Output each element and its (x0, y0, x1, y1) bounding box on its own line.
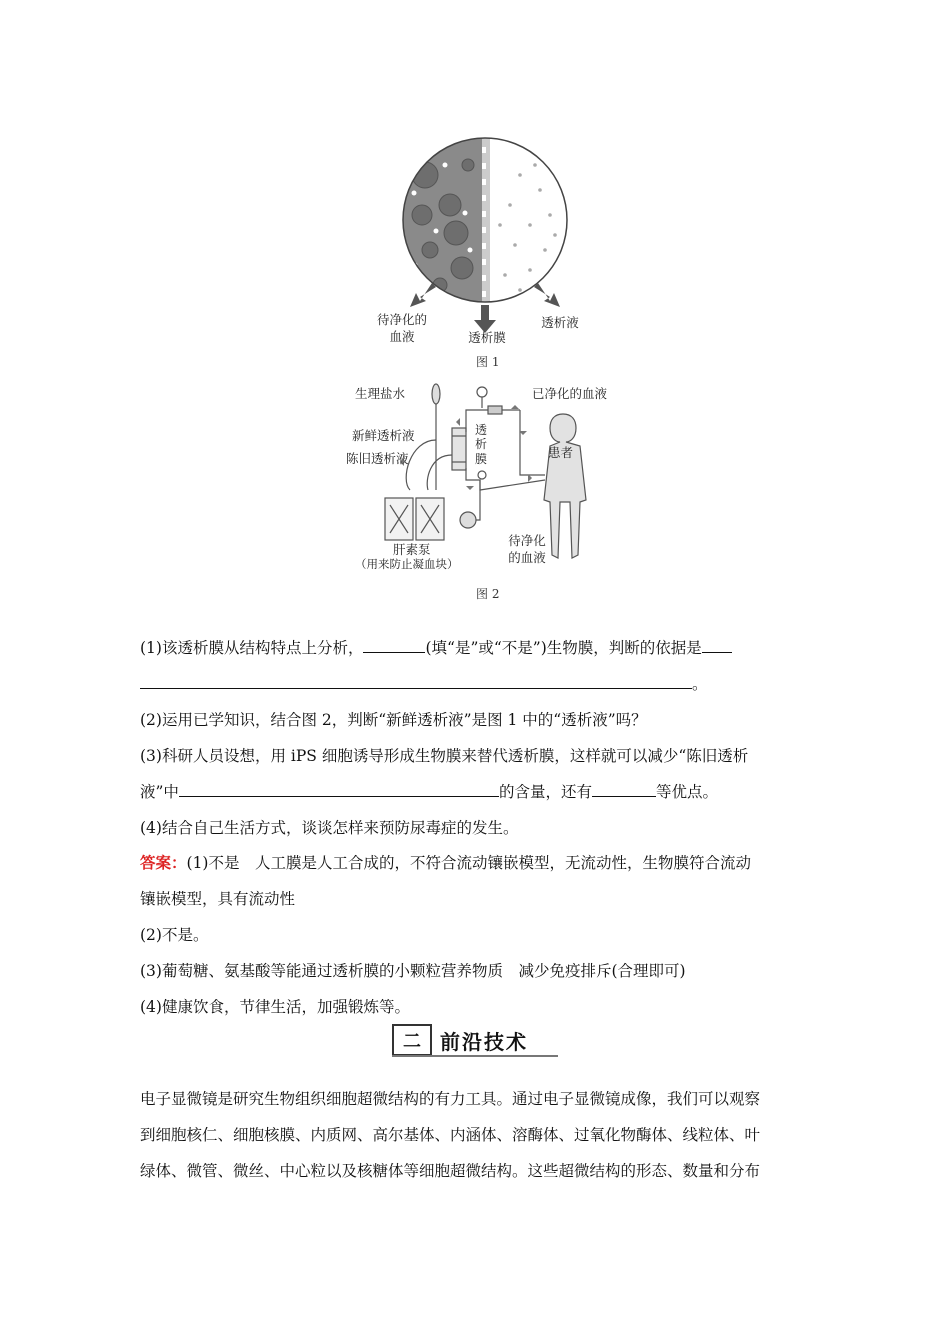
label-dialysate: 透析液 (541, 315, 579, 330)
question-3: (3)科研人员设想，用 iPS 细胞诱导形成生物膜来替代透析膜，这样就可以减少“陈旧透析 (140, 747, 749, 765)
question-1 (140, 637, 732, 659)
answer-label: 答案： (140, 853, 187, 872)
label-heparin-pump: 肝素泵 (393, 542, 431, 557)
q3-blank-1[interactable] (179, 781, 499, 797)
answer-3: (3)葡萄糖、氨基酸等能通过透析膜的小颗粒营养物质 减少免疫排斥(合理即可) (140, 962, 686, 980)
label-heparin-note: （用来防止凝血块） (355, 557, 459, 571)
answer-2: (2)不是。 (140, 926, 209, 944)
section-title: 前沿技术 (440, 1029, 528, 1054)
q1-blank-2[interactable] (702, 637, 732, 653)
section-underline (392, 1055, 558, 1057)
section-number: 二 (392, 1024, 432, 1056)
q1-blank-1[interactable] (363, 637, 425, 653)
q3-blank-2[interactable] (592, 781, 656, 797)
body-line-3: 绿体、微管、微丝、中心粒以及核糖体等细胞超微结构。这些超微结构的形态、数量和分布 (140, 1162, 761, 1180)
label-blood-to-purify: 待净化的 血液 (376, 312, 427, 344)
figure-2-caption: 图 2 (476, 587, 500, 601)
label-membrane-vertical: 透析膜 (474, 423, 487, 466)
label-purified-blood: 已净化的血液 (532, 386, 608, 401)
question-1-cont (140, 673, 708, 695)
answer-1-line-2: 镶嵌模型，具有流动性 (140, 890, 296, 908)
label-dialysis-membrane: 透析膜 (468, 330, 506, 345)
label-fresh-dialysate: 新鲜透析液 (352, 428, 415, 443)
label-saline: 生理盐水 (355, 386, 406, 401)
body-line-2: 到细胞核仁、细胞核膜、内质网、高尔基体、内涵体、溶酶体、过氧化物酶体、线粒体、叶 (140, 1126, 761, 1144)
q3-text-d: 等优点。 (655, 783, 718, 801)
q1-text-a: (1)该透析膜从结构特点上分析， (140, 639, 364, 657)
answer-1-line-1: (1)不是 人工膜是人工合成的，不符合流动镶嵌模型，无流动性，生物膜符合流动 (186, 854, 751, 872)
figure-1-caption: 图 1 (476, 355, 500, 369)
q1-text-b: (填“是”或“不是”)生物膜，判断的依据是 (425, 639, 702, 657)
label-old-dialysate: 陈旧透析液 (346, 451, 409, 466)
label-patient: 患者 (548, 445, 574, 460)
question-2: (2)运用已学知识，结合图 2，判断“新鲜透析液”是图 1 中的“透析液”吗？ (140, 711, 647, 729)
answer-1 (140, 852, 751, 874)
answer-4: (4)健康饮食，节律生活，加强锻炼等。 (140, 998, 410, 1016)
question-3-cont (140, 781, 718, 803)
label-blood-to-purify-2: 待净化 的血液 (508, 533, 546, 565)
q1-blank-3[interactable] (140, 673, 692, 689)
question-4: (4)结合自己生活方式，谈谈怎样来预防尿毒症的发生。 (140, 819, 519, 837)
section-header (392, 1024, 528, 1056)
q3-text-b: 液”中 (140, 783, 179, 801)
body-line-1: 电子显微镜是研究生物组织细胞超微结构的有力工具。通过电子显微镜成像，我们可以观察 (140, 1090, 761, 1108)
q1-end: 。 (692, 675, 708, 693)
q3-text-c: 的含量，还有 (498, 783, 592, 801)
